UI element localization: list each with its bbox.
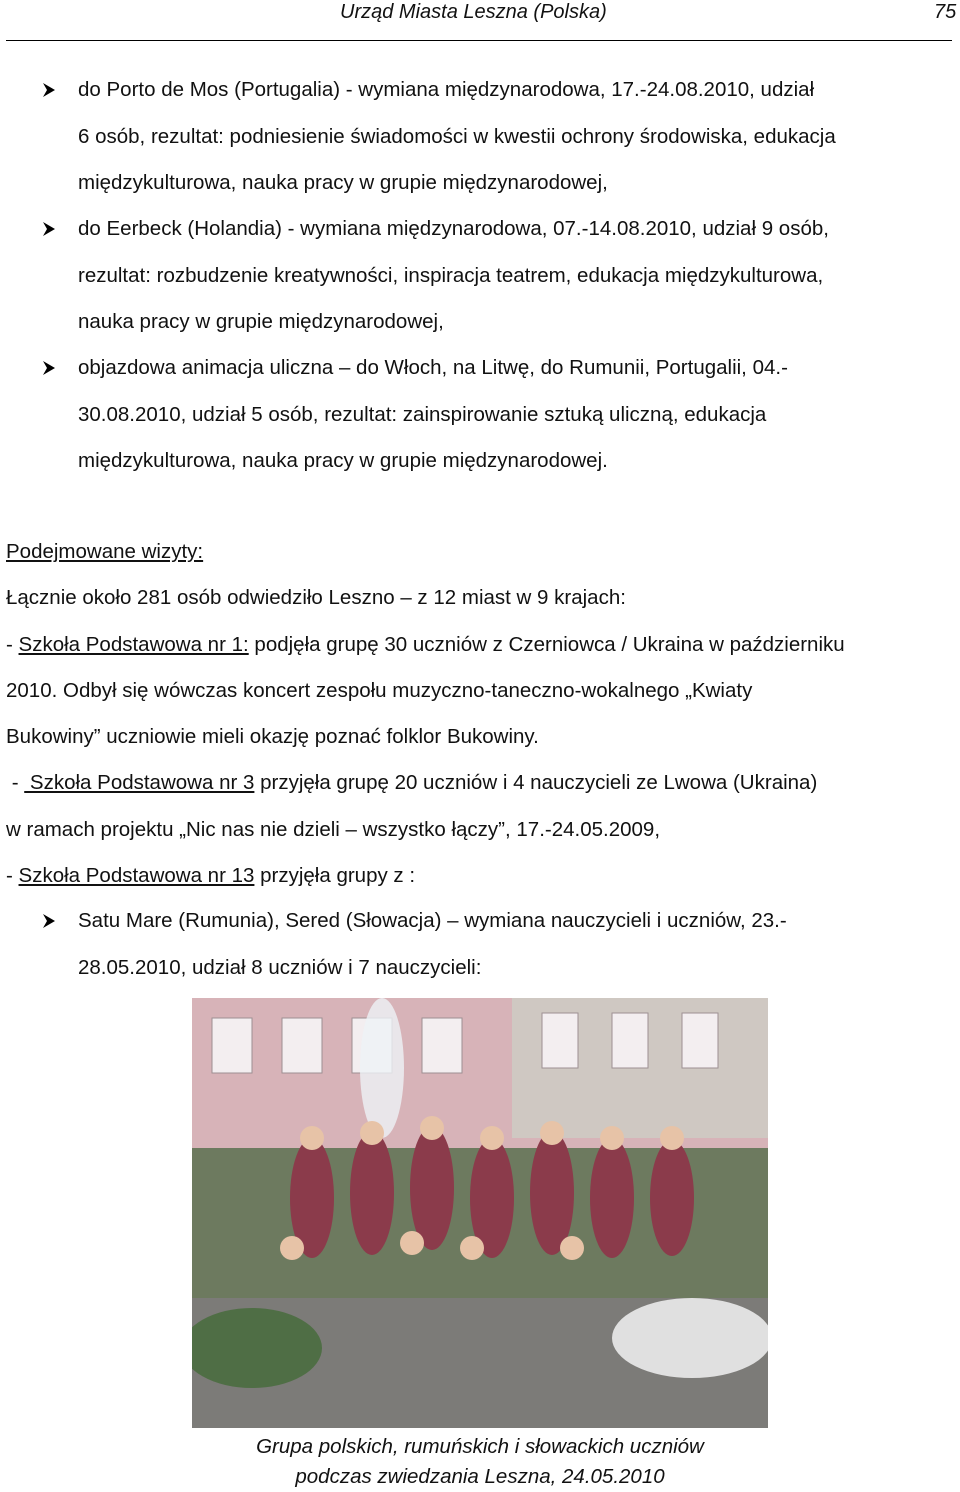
header-title: Urząd Miasta Leszna (Polska) <box>340 1 607 23</box>
bullet-item <box>78 898 954 991</box>
bullet-item <box>78 67 954 207</box>
intro-paragraph: Łącznie około 281 osób odwiedziło Leszno – z 12 miast w 9 krajach: <box>6 586 626 610</box>
caption-line: Grupa polskich, rumuńskich i słowackich uczniów <box>256 1435 704 1458</box>
visits-section <box>6 529 954 899</box>
sp1-line1 <box>6 622 954 668</box>
group-photo <box>192 998 768 1428</box>
arrow-bullet-icon <box>40 912 58 930</box>
dash: - <box>6 771 25 795</box>
bullet-line: objazdowa animacja uliczna – do Włoch, na Litwę, do Rumunii, Portugalii, 04.- <box>78 356 788 379</box>
bullet-line: 28.05.2010, udział 8 uczniów i 7 nauczycieli: <box>78 955 482 979</box>
bullet-item <box>78 345 954 485</box>
bullet-line: Satu Mare (Rumunia), Sered (Słowacja) – wymiana nauczycieli i uczniów, 23.- <box>78 909 787 932</box>
text: przyjęła grupę 20 uczniów i 4 nauczycieli ze Lwowa (Ukraina) <box>254 771 818 795</box>
sp3-line2: w ramach projektu „Nic nas nie dzieli – wszystko łączy”, 17.-24.05.2009, <box>6 817 661 841</box>
sp1-line2: 2010. Odbył się wówczas koncert zespołu muzyczno-taneczno-wokalnego „Kwiaty <box>6 678 753 702</box>
arrow-bullet-icon <box>40 81 58 99</box>
section-heading: Podejmowane wizyty: <box>6 540 204 563</box>
bullet-line: 6 osób, rezultat: podniesienie świadomości w kwestii ochrony środowiska, edukacja <box>78 124 836 148</box>
sp3-line1 <box>6 760 954 806</box>
bullet-line: międzykulturowa, nauka pracy w grupie międzynarodowej, <box>78 171 608 194</box>
caption-line: podczas zwiedzania Leszna, 24.05.2010 <box>295 1465 665 1488</box>
group-photo-illustration <box>192 998 768 1428</box>
arrow-bullet-icon <box>40 359 58 377</box>
bullet-line: do Porto de Mos (Portugalia) - wymiana międzynarodowa, 17.-24.08.2010, udział <box>78 78 815 101</box>
sp1-line3: Bukowiny” uczniowie mieli okazję poznać folklor Bukowiny. <box>6 725 539 749</box>
page-number: 75 <box>934 1 957 23</box>
bullet-line: do Eerbeck (Holandia) - wymiana międzynarodowa, 07.-14.08.2010, udział 9 osób, <box>78 217 829 240</box>
bullet-line: nauka pracy w grupie międzynarodowej, <box>78 310 444 333</box>
photo-caption <box>192 1432 768 1492</box>
bullet-item <box>78 206 954 346</box>
school-name: Szkoła Podstawowa nr 1: <box>18 632 249 656</box>
text: przyjęła grupy z : <box>254 864 416 888</box>
text: podjęła grupę 30 uczniów z Czerniowca / Ukraina w październiku <box>248 632 845 656</box>
dash: - <box>6 864 19 888</box>
school-name: Szkoła Podstawowa nr 13 <box>18 864 255 888</box>
bullet-line: 30.08.2010, udział 5 osób, rezultat: zainspirowanie sztuką uliczną, edukacja <box>78 402 767 426</box>
header-rule <box>6 40 952 41</box>
school-name: Szkoła Podstawowa nr 3 <box>24 771 255 795</box>
bullet-line: międzykulturowa, nauka pracy w grupie międzynarodowej. <box>78 449 608 472</box>
arrow-bullet-icon <box>40 220 58 238</box>
bullet-line: rezultat: rozbudzenie kreatywności, inspiracja teatrem, edukacja międzykulturowa, <box>78 263 824 287</box>
dash: - <box>6 632 19 656</box>
sp13-line1 <box>6 853 954 899</box>
